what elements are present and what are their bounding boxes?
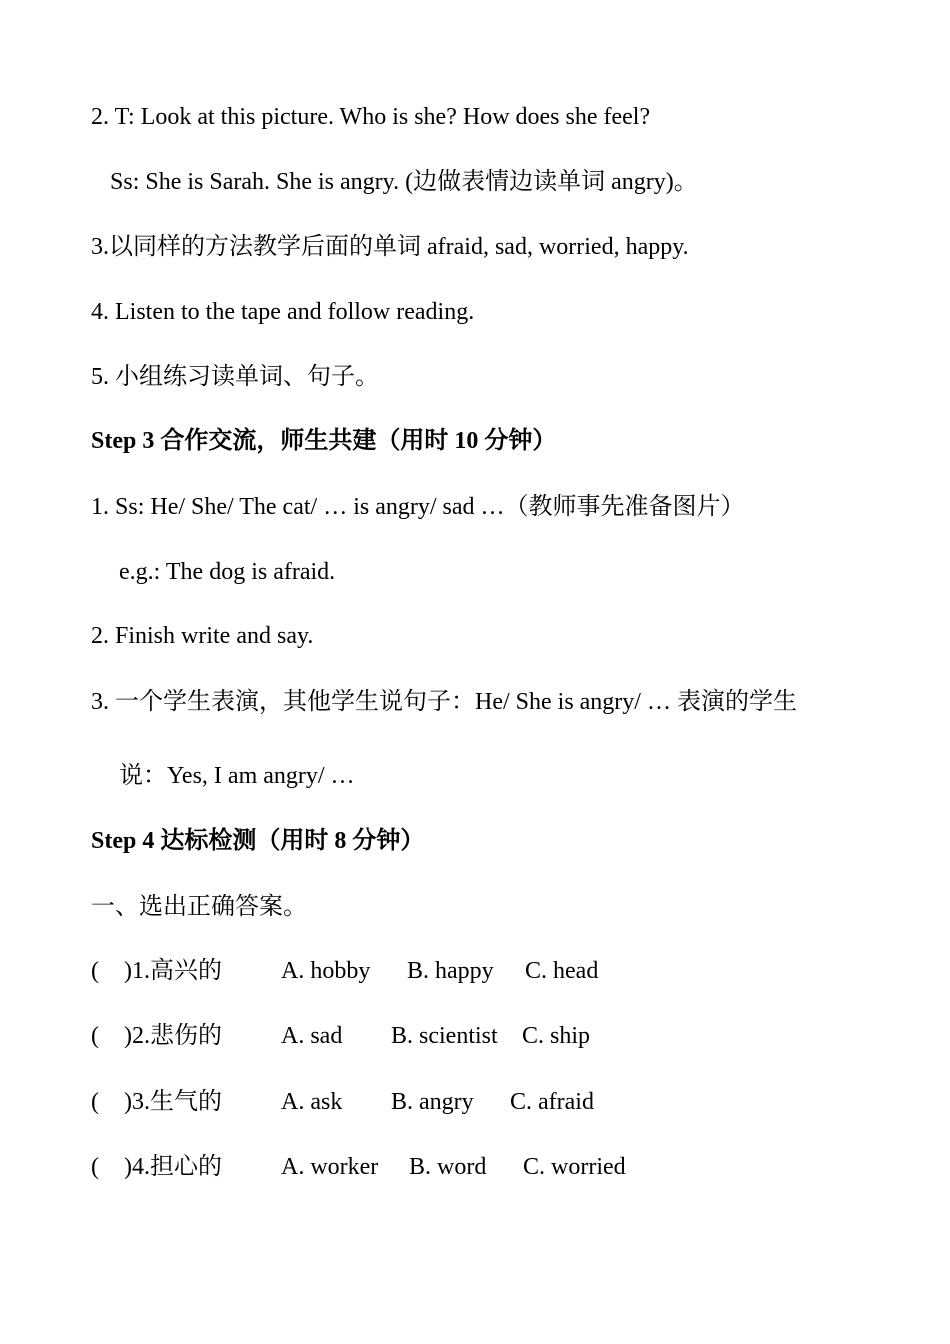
text-line: e.g.: The dog is afraid. bbox=[119, 559, 336, 585]
answer-blank: ( bbox=[91, 1154, 99, 1180]
option-a: A. hobby bbox=[281, 958, 371, 984]
option-b: B. angry bbox=[391, 1089, 474, 1115]
text-line: 1. Ss: He/ She/ The cat/ … is angry/ sad …（教师事先准备图片） bbox=[91, 494, 745, 520]
answer-blank: ( bbox=[91, 1089, 99, 1115]
text-line: 3. 一个学生表演，其他学生说句子：He/ She is angry/ … 表演的学生 bbox=[91, 689, 797, 715]
option-b: B. word bbox=[409, 1154, 487, 1180]
option-a: A. ask bbox=[281, 1089, 343, 1115]
option-b: B. happy bbox=[407, 958, 494, 984]
question-label: )4.担心的 bbox=[124, 1154, 222, 1180]
option-a: A. sad bbox=[281, 1023, 343, 1049]
text-line: 2. Finish write and say. bbox=[91, 623, 314, 649]
option-b: B. scientist bbox=[391, 1023, 498, 1049]
option-c: C. afraid bbox=[510, 1089, 594, 1115]
section-heading: Step 3 合作交流，师生共建（用时 10 分钟） bbox=[91, 428, 557, 454]
option-c: C. ship bbox=[522, 1023, 591, 1049]
text-line: 4. Listen to the tape and follow reading. bbox=[91, 299, 475, 325]
option-a: A. worker bbox=[281, 1154, 379, 1180]
section-heading: Step 4 达标检测（用时 8 分钟） bbox=[91, 828, 425, 854]
text-line: 2. T: Look at this picture. Who is she? How does she feel? bbox=[91, 104, 651, 130]
text-line: 一、选出正确答案。 bbox=[91, 894, 307, 920]
text-line: 说：Yes, I am angry/ … bbox=[119, 763, 355, 789]
answer-blank: ( bbox=[91, 958, 99, 984]
text-line: 5. 小组练习读单词、句子。 bbox=[91, 364, 379, 390]
question-label: )1.高兴的 bbox=[124, 958, 222, 984]
question-label: )3.生气的 bbox=[124, 1089, 222, 1115]
text-line: Ss: She is Sarah. She is angry. (边做表情边读单词 angry)。 bbox=[110, 169, 698, 195]
option-c: C. head bbox=[525, 958, 599, 984]
question-label: )2.悲伤的 bbox=[124, 1023, 222, 1049]
option-c: C. worried bbox=[523, 1154, 626, 1180]
answer-blank: ( bbox=[91, 1023, 99, 1049]
text-line: 3.以同样的方法教学后面的单词 afraid, sad, worried, happy. bbox=[91, 234, 689, 260]
